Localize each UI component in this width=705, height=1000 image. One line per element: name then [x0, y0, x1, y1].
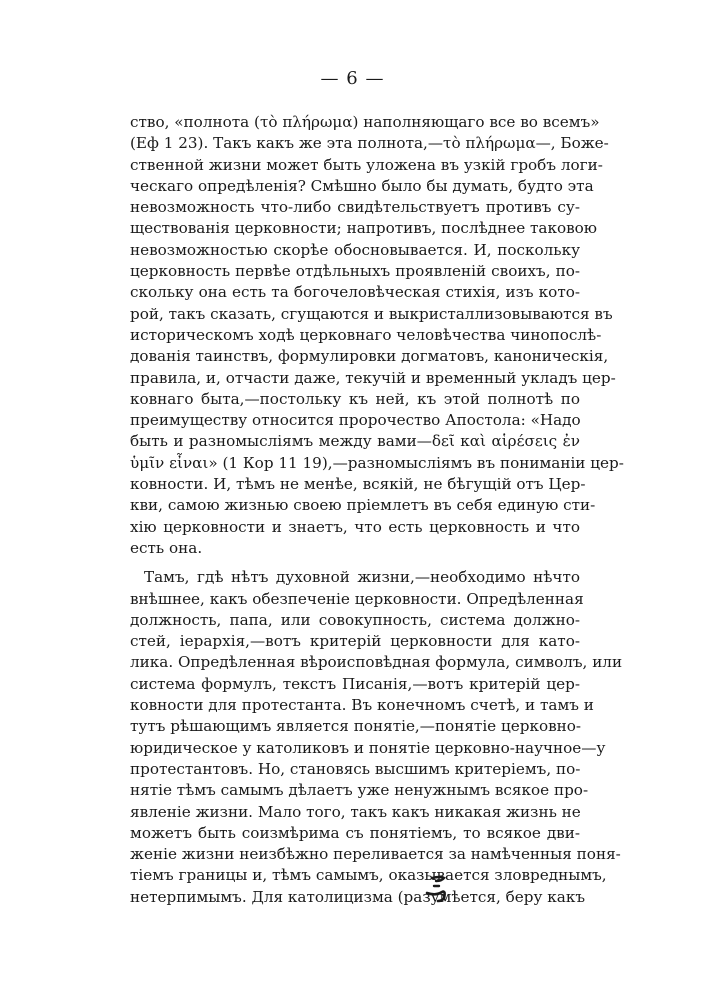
- text-line: хiю церковности и знаетъ, что есть церковность и что: [130, 517, 580, 536]
- text-line: внѣшнее, какъ обезпеченiе церковности. Опредѣленная: [130, 589, 584, 608]
- text-line: (Еф 1 23). Такъ какъ же эта полнота,—τὸ πλήρωμα—, Боже-: [130, 134, 609, 153]
- text-line: стей, iерархiя,—вотъ критерiй церковности для като-: [130, 632, 580, 651]
- text-line: нетерпимымъ. Для католицизма (разумѣется, беру какъ: [130, 887, 585, 906]
- text-line: протестантовъ. Но, становясь высшимъ критерiемъ, по-: [130, 759, 581, 778]
- text-line: юридическое у католиковъ и понятiе церковно-научное—у: [130, 738, 606, 757]
- text-line: невозможностью скорѣе обосновывается. И, поскольку: [130, 240, 580, 259]
- text-line: ческаго опредѣленiя? Смѣшно было бы думать, будто эта: [130, 176, 594, 195]
- text-line: невозможность что-либо свидѣтельствуетъ противъ су-: [130, 198, 580, 217]
- text-line: женiе жизни неизбѣжно переливается за намѣченныя поня-: [130, 845, 621, 864]
- text-line: дованiя таинствъ, формулировки догматовъ, каноническiя,: [130, 347, 609, 366]
- text-line: кви, самою жизнью своею прiемлетъ въ себя единую сти-: [130, 496, 596, 515]
- text-line: преимуществу относится пророчество Апостола: «Надо: [130, 411, 581, 430]
- text-line: должность, папа, или совокупность, система должно-: [130, 610, 580, 629]
- text-line: тутъ рѣшающимъ является понятiе,—понятiе церковно-: [130, 717, 582, 736]
- text-line: можетъ быть соизмѣрима съ понятiемъ, то всякое дви-: [130, 823, 580, 842]
- text-line: скольку она есть та богочеловѣческая стихiя, изъ кото-: [130, 283, 580, 302]
- page-number: — 6 —: [320, 68, 385, 89]
- text-line: ὑμῖν εἶναι» (1 Кор 11 19),—разномыслiямъ въ пониманiи цер-: [130, 453, 624, 472]
- text-line: историческомъ ходѣ церковнаго человѣчества чинопослѣ-: [130, 325, 602, 344]
- text-line: явленiе жизни. Мало того, такъ какъ никакая жизнь не: [130, 802, 581, 821]
- text-block: [130, 112, 624, 908]
- paragraph-1: [130, 112, 624, 559]
- text-line: есть она.: [130, 538, 203, 557]
- text-line: система формулъ, текстъ Писанiя,—вотъ критерiй цер-: [130, 674, 580, 693]
- paragraph-2: [130, 567, 623, 908]
- text-line: тiемъ границы и, тѣмъ самымъ, оказывается зловреднымъ,: [130, 866, 607, 885]
- paragraph-gap: [130, 559, 580, 567]
- text-line: ществованiя церковности; напротивъ, послѣднее таковою: [130, 219, 598, 238]
- text-line: ковности для протестанта. Въ конечномъ счетѣ, и тамъ и: [130, 696, 594, 715]
- text-line: ство, «полнота (τὸ πλήρωμα) наполняющаго все во всемъ»: [130, 113, 600, 131]
- text-line: церковность первѣе отдѣльныхъ проявленiй своихъ, по-: [130, 262, 580, 281]
- text-line: рой, такъ сказать, сгущаются и выкристаллизовываются въ: [130, 304, 613, 323]
- text-line: быть и разномыслiямъ между вами—δεῖ καὶ αἱρέσεις ἐν: [130, 432, 580, 451]
- text-line: лика. Опредѣленная вѣроисповѣдная формула, символъ, или: [130, 653, 623, 672]
- text-line: Тамъ, гдѣ нѣтъ духовной жизни,—необходимо нѣчто: [144, 568, 580, 587]
- text-line: ковнаго быта,—постольку къ ней, къ этой полнотѣ по: [130, 389, 580, 408]
- text-line: правила, и, отчасти даже, текучiй и временный укладъ цер-: [130, 368, 616, 387]
- printer-mark-icon: [418, 874, 458, 904]
- text-line: ковности. И, тѣмъ не менѣе, всякiй, не бѣгущiй отъ Цер-: [130, 475, 586, 494]
- text-line: ственной жизни может быть уложена въ узкiй гробъ логи-: [130, 155, 603, 174]
- text-line: нятiе тѣмъ самымъ дѣлаетъ уже ненужнымъ всякое про-: [130, 781, 589, 800]
